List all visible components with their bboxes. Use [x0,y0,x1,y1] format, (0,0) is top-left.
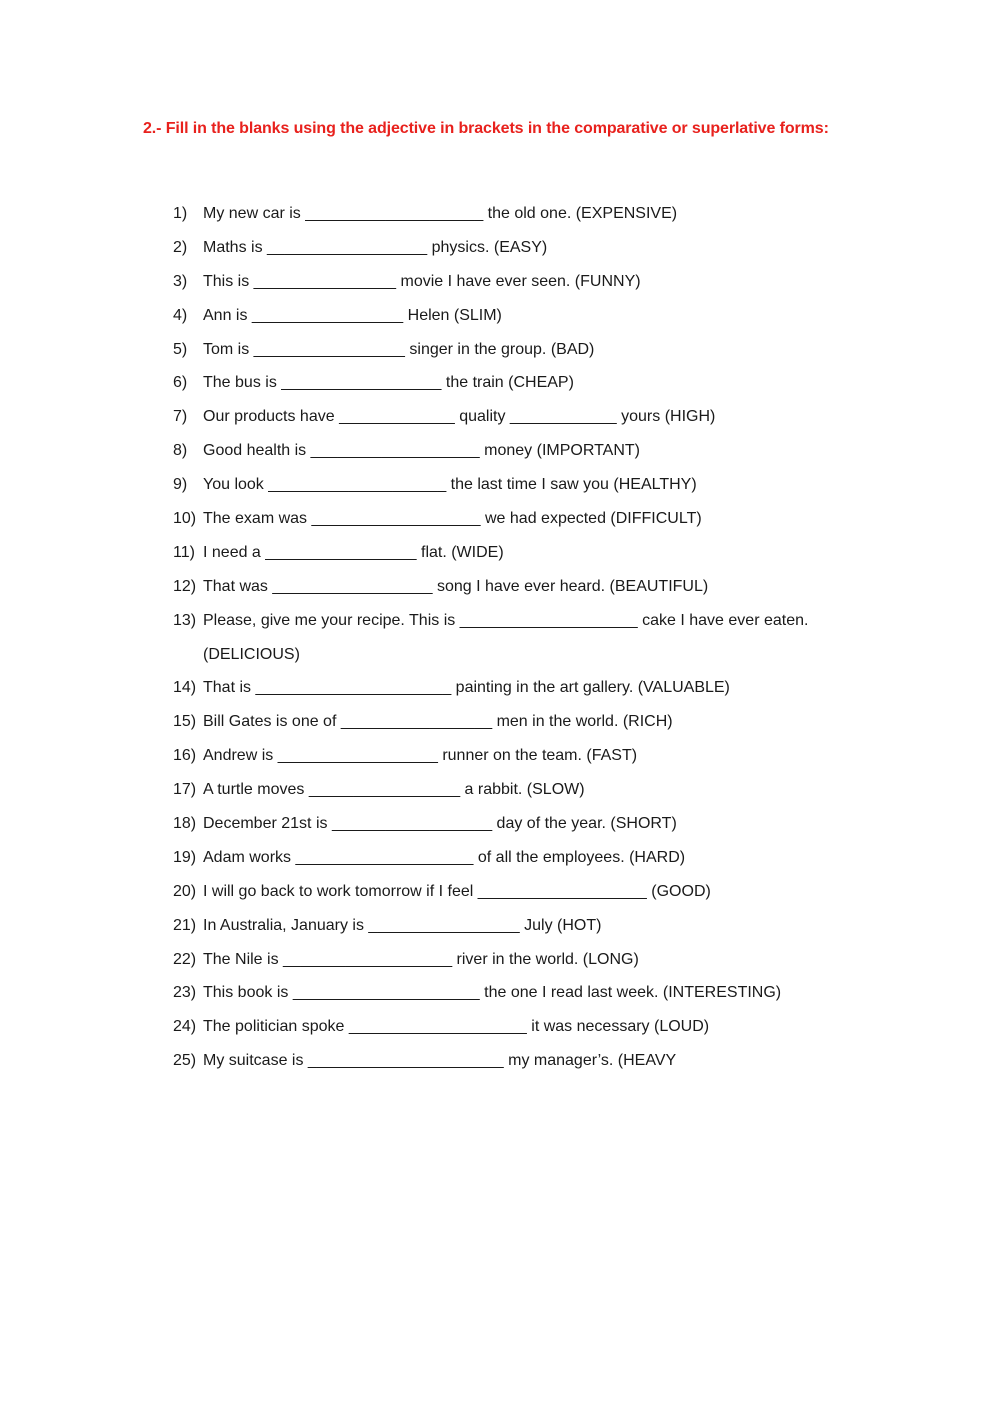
item-number: 12) [173,577,197,595]
list-item [173,510,893,544]
item-text: (DELICIOUS) [203,645,300,663]
item-text: This book is _____________________ the one I read last week. (INTERESTING) [203,984,782,1002]
item-number: 15) [173,713,197,731]
list-item [173,984,893,1018]
item-number: 2) [173,238,188,256]
item-number: 14) [173,679,197,697]
list-item [173,476,893,510]
item-text: A turtle moves _________________ a rabbit. (SLOW) [203,781,585,799]
item-number: 4) [173,306,188,324]
list-item [173,917,893,951]
list-item [173,951,893,985]
list-item [173,544,893,578]
item-text: Adam works ____________________ of all the employees. (HARD) [203,848,686,866]
item-text: Please, give me your recipe. This is ____________________ cake I have ever eaten. [203,611,809,629]
item-number: 20) [173,882,197,900]
item-text: Tom is _________________ singer in the group. (BAD) [203,340,595,358]
item-text: I need a _________________ flat. (WIDE) [203,543,504,561]
list-item [173,307,893,341]
list-item [173,1018,893,1052]
item-number: 25) [173,1052,197,1070]
list-item [173,679,893,713]
item-text: The Nile is ___________________ river in the world. (LONG) [203,950,639,968]
item-number: 3) [173,272,188,290]
item-number: 8) [173,442,188,460]
list-item [173,849,893,883]
item-number: 11) [173,543,195,561]
item-text: My suitcase is ______________________ my manager’s. (HEAVY [203,1052,677,1070]
item-text: Good health is ___________________ money (IMPORTANT) [203,442,641,460]
item-number: 1) [173,205,188,222]
item-text: Ann is _________________ Helen (SLIM) [203,306,502,324]
exercise-list [173,205,893,1086]
list-item [173,408,893,442]
list-item-continuation [173,646,893,680]
item-number: 19) [173,848,197,866]
item-number: 10) [173,510,197,528]
item-text: I will go back to work tomorrow if I feel ___________________ (GOOD) [203,882,711,900]
item-text: Maths is __________________ physics. (EASY) [203,238,548,256]
item-number: 17) [173,781,197,799]
item-number: 6) [173,374,188,392]
list-item [173,442,893,476]
list-item [173,273,893,307]
list-item [173,713,893,747]
item-number: 9) [173,476,188,494]
item-text: That is ______________________ painting in the art gallery. (VALUABLE) [203,679,730,697]
list-item [173,374,893,408]
exercise-heading: 2.- Fill in the blanks using the adjective in brackets in the comparative or superlative forms: [143,120,829,137]
item-number: 21) [173,916,197,934]
list-item [173,578,893,612]
list-item [173,341,893,375]
item-text: My new car is ____________________ the old one. (EXPENSIVE) [203,205,678,222]
item-number: 24) [173,1018,197,1036]
list-item [173,883,893,917]
item-number: 23) [173,984,197,1002]
item-text: This is ________________ movie I have ever seen. (FUNNY) [203,272,641,290]
item-number: 13) [173,611,197,629]
item-number: 16) [173,747,197,765]
item-text: The bus is __________________ the train (CHEAP) [203,374,574,392]
item-text: Our products have _____________ quality ____________ yours (HIGH) [203,408,716,426]
item-number: 22) [173,950,197,968]
item-text: In Australia, January is _________________ July (HOT) [203,916,602,934]
item-text: That was __________________ song I have ever heard. (BEAUTIFUL) [203,577,709,595]
list-item [173,1052,893,1086]
item-text: December 21st is __________________ day of the year. (SHORT) [203,815,677,833]
list-item [173,205,893,239]
item-number: 5) [173,340,188,358]
list-item [173,815,893,849]
item-text: The exam was ___________________ we had expected (DIFFICULT) [203,510,702,528]
list-item [173,781,893,815]
list-item [173,747,893,781]
item-text: You look ____________________ the last time I saw you (HEALTHY) [203,476,697,494]
item-number: 18) [173,815,197,833]
list-item [173,239,893,273]
item-text: The politician spoke ____________________ it was necessary (LOUD) [203,1018,710,1036]
item-text: Bill Gates is one of _________________ men in the world. (RICH) [203,713,673,731]
item-text: Andrew is __________________ runner on the team. (FAST) [203,747,638,765]
list-item [173,612,893,646]
item-number: 7) [173,408,188,426]
